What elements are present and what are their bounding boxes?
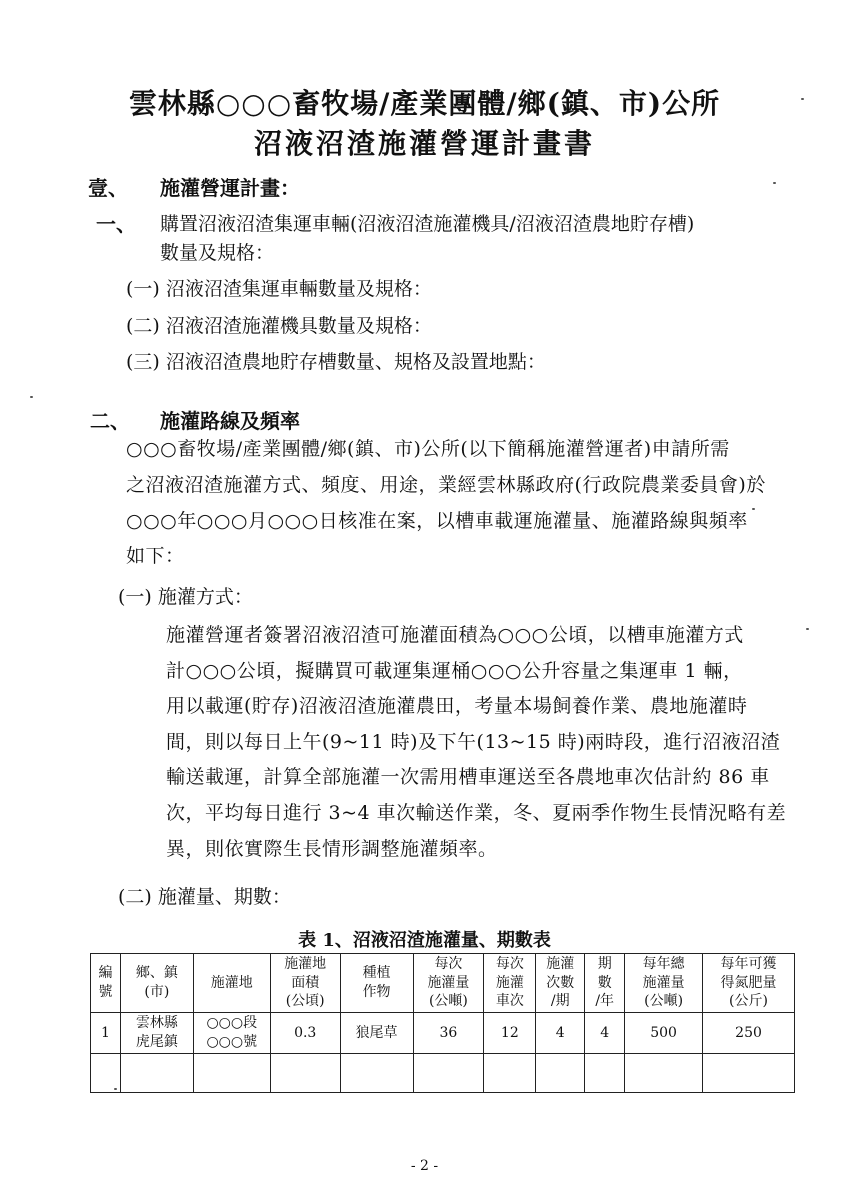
table-header-text: 次數: [546, 974, 575, 991]
table-header-cell: [484, 954, 536, 1013]
table-header-cell: [270, 954, 340, 1013]
document-title-line1: 雲林縣○○○畜牧場/產業團體/鄉(鎮、市)公所: [128, 87, 721, 120]
table-cell-text: 4: [600, 1024, 610, 1041]
table-header-cell: [413, 954, 484, 1013]
table-header-text: 每次: [434, 955, 463, 972]
table-cell: [625, 1013, 703, 1054]
table-cell: [484, 1013, 536, 1054]
table-cell-text: 4: [555, 1024, 565, 1041]
table-cell: [536, 1013, 585, 1054]
table-row: [91, 1013, 795, 1054]
table-header-text: 數: [597, 974, 612, 991]
table-header-cell: [120, 954, 193, 1013]
table-cell: [120, 1013, 193, 1054]
section1-heading-line2: 數量及規格：: [160, 242, 275, 264]
subsection1-heading: (一) 施灌方式：: [118, 586, 253, 608]
page-number: - 2 -: [410, 1158, 439, 1174]
table-header-text: 施灌: [495, 974, 524, 991]
table-cell: [484, 1054, 536, 1093]
table-header-text: (市): [144, 984, 170, 1000]
section2-number: 二、: [90, 409, 130, 433]
subsection1-line4: 間，則以每日上午(9~11 時)及下午(13~15 時)兩時段，進行沼液沼渣: [166, 731, 781, 753]
table-cell: [625, 1054, 703, 1093]
scan-speck: [806, 628, 809, 630]
section1-item-2: (二) 沼液沼渣施灌機具數量及規格：: [126, 315, 432, 337]
scan-speck: [30, 396, 33, 398]
table-header-text: /期: [550, 993, 570, 1010]
table-header-cell: [536, 954, 585, 1013]
section2-intro-line4: 如下：: [126, 545, 185, 567]
table-header-text: 每年總: [642, 955, 685, 972]
table-header-row: [91, 954, 795, 1013]
table-cell: [91, 1054, 121, 1093]
table-cell-text: 36: [439, 1024, 458, 1041]
section2-heading: 施灌路線及頻率: [160, 409, 300, 433]
table-header-text: 期: [597, 955, 612, 972]
table-header-text: /年: [595, 993, 615, 1010]
table-header-text: 鄉、鎮: [135, 965, 178, 982]
section-main-number: 壹、: [88, 176, 128, 200]
table-header-cell: [703, 954, 795, 1013]
section1-item-1: (一) 沼液沼渣集運車輛數量及規格：: [126, 278, 432, 300]
table-header-text: (公斤): [729, 993, 768, 1010]
scan-speck: [773, 182, 776, 184]
table-cell-text: ○○○號: [206, 1034, 258, 1050]
table-header-text: 每年可獲: [720, 955, 777, 972]
section1-number: 一、: [96, 212, 136, 236]
subsection1-line3: 用以載運(貯存)沼液沼渣施灌農田，考量本場飼養作業、農地施灌時: [166, 695, 748, 717]
table-cell: [270, 1054, 340, 1093]
table-cell: [270, 1013, 340, 1054]
subsection1-line5: 輸送載運，計算全部施灌一次需用槽車運送至各農地車次估計約 86 車: [166, 766, 770, 788]
table-cell: [120, 1054, 193, 1093]
section1-item-3: (三) 沼液沼渣農地貯存槽數量、規格及設置地點：: [126, 351, 546, 373]
table-cell-text: ○○○段: [206, 1015, 258, 1032]
irrigation-table: [90, 953, 795, 1093]
subsection2-heading: (二) 施灌量、期數：: [118, 886, 291, 908]
section1-heading-line1: 購置沼液沼渣集運車輛(沼液沼渣施灌機具/沼液沼渣農地貯存槽): [160, 213, 695, 235]
table-header-text: (公噸): [428, 993, 468, 1010]
table-cell: [413, 1013, 484, 1054]
section2-intro-line1: ○○○畜牧場/產業團體/鄉(鎮、市)公所(以下簡稱施灌營運者)申請所需: [126, 438, 730, 460]
table-header-text: 車次: [495, 993, 524, 1010]
section-main-heading: 施灌營運計畫：: [160, 176, 300, 200]
table-header-cell: [193, 954, 270, 1013]
table-header-text: 施灌量: [642, 974, 685, 991]
subsection1-line1: 施灌營運者簽署沼液沼渣可施灌面積為○○○公頃，以槽車施灌方式: [166, 624, 744, 646]
table-header-text: 施灌地: [210, 974, 253, 991]
subsection1-line6: 次，平均每日進行 3~4 車次輸送作業，冬、夏兩季作物生長情況略有差: [166, 802, 787, 824]
table-cell: [193, 1013, 270, 1054]
table-cell: [91, 1013, 121, 1054]
table-cell: [193, 1054, 270, 1093]
scan-speck: [114, 1088, 117, 1090]
table-cell-text: 250: [735, 1024, 762, 1041]
table-cell-text: 500: [650, 1024, 677, 1041]
table-cell-text: 虎尾鎮: [135, 1034, 178, 1050]
table-cell: [703, 1054, 795, 1093]
subsection1-line2: 計○○○公頃，擬購買可載運集運桶○○○公升容量之集運車 1 輛，: [166, 660, 743, 682]
table-header-text: 施灌地: [284, 955, 327, 972]
table-body: [91, 1013, 795, 1093]
table-caption: 表 1、沼液沼渣施灌量、期數表: [298, 930, 551, 951]
table-header-text: 面積: [291, 974, 320, 991]
table-header-cell: [585, 954, 625, 1013]
table-cell: [536, 1054, 585, 1093]
table-header-cell: [625, 954, 703, 1013]
table-cell-text: 12: [500, 1024, 519, 1041]
scan-speck: [752, 508, 755, 510]
table-cell: [340, 1013, 413, 1054]
scan-speck: [801, 98, 804, 100]
table-header-text: 號: [98, 984, 113, 1000]
table-header-text: (公噸): [644, 993, 684, 1010]
table-cell: [703, 1013, 795, 1054]
section2-intro-line3: ○○○年○○○月○○○日核准在案，以槽車載運施灌量、施灌路線與頻率: [126, 510, 748, 532]
table-cell: [585, 1013, 625, 1054]
table-header-text: 種植: [362, 965, 391, 982]
table-cell: [340, 1054, 413, 1093]
table-header-cell: [91, 954, 121, 1013]
table-header-cell: [340, 954, 413, 1013]
table-cell-text: 狼尾草: [355, 1024, 398, 1041]
table-header-text: 編: [98, 965, 113, 982]
table-header-text: 得氮肥量: [720, 974, 777, 991]
table-header-text: 施灌量: [427, 974, 470, 991]
table-cell: [585, 1054, 625, 1093]
table-cell-text: 1: [101, 1024, 110, 1041]
table-header-text: 施灌: [546, 955, 575, 972]
subsection1-line7: 異，則依實際生長情形調整施灌頻率。: [166, 838, 498, 860]
table-cell-text: 雲林縣: [135, 1015, 178, 1032]
table-header-text: 作物: [362, 984, 391, 1000]
table-row-empty: [91, 1054, 795, 1093]
table-cell: [413, 1054, 484, 1093]
table-header-text: 每次: [495, 955, 524, 972]
table-header-text: (公頃): [285, 993, 325, 1010]
section2-intro-line2: 之沼液沼渣施灌方式、頻度、用途，業經雲林縣政府(行政院農業委員會)於: [126, 474, 766, 496]
document-title-line2: 沼液沼渣施灌營運計畫書: [253, 127, 595, 160]
table-cell-text: 0.3: [294, 1024, 317, 1041]
